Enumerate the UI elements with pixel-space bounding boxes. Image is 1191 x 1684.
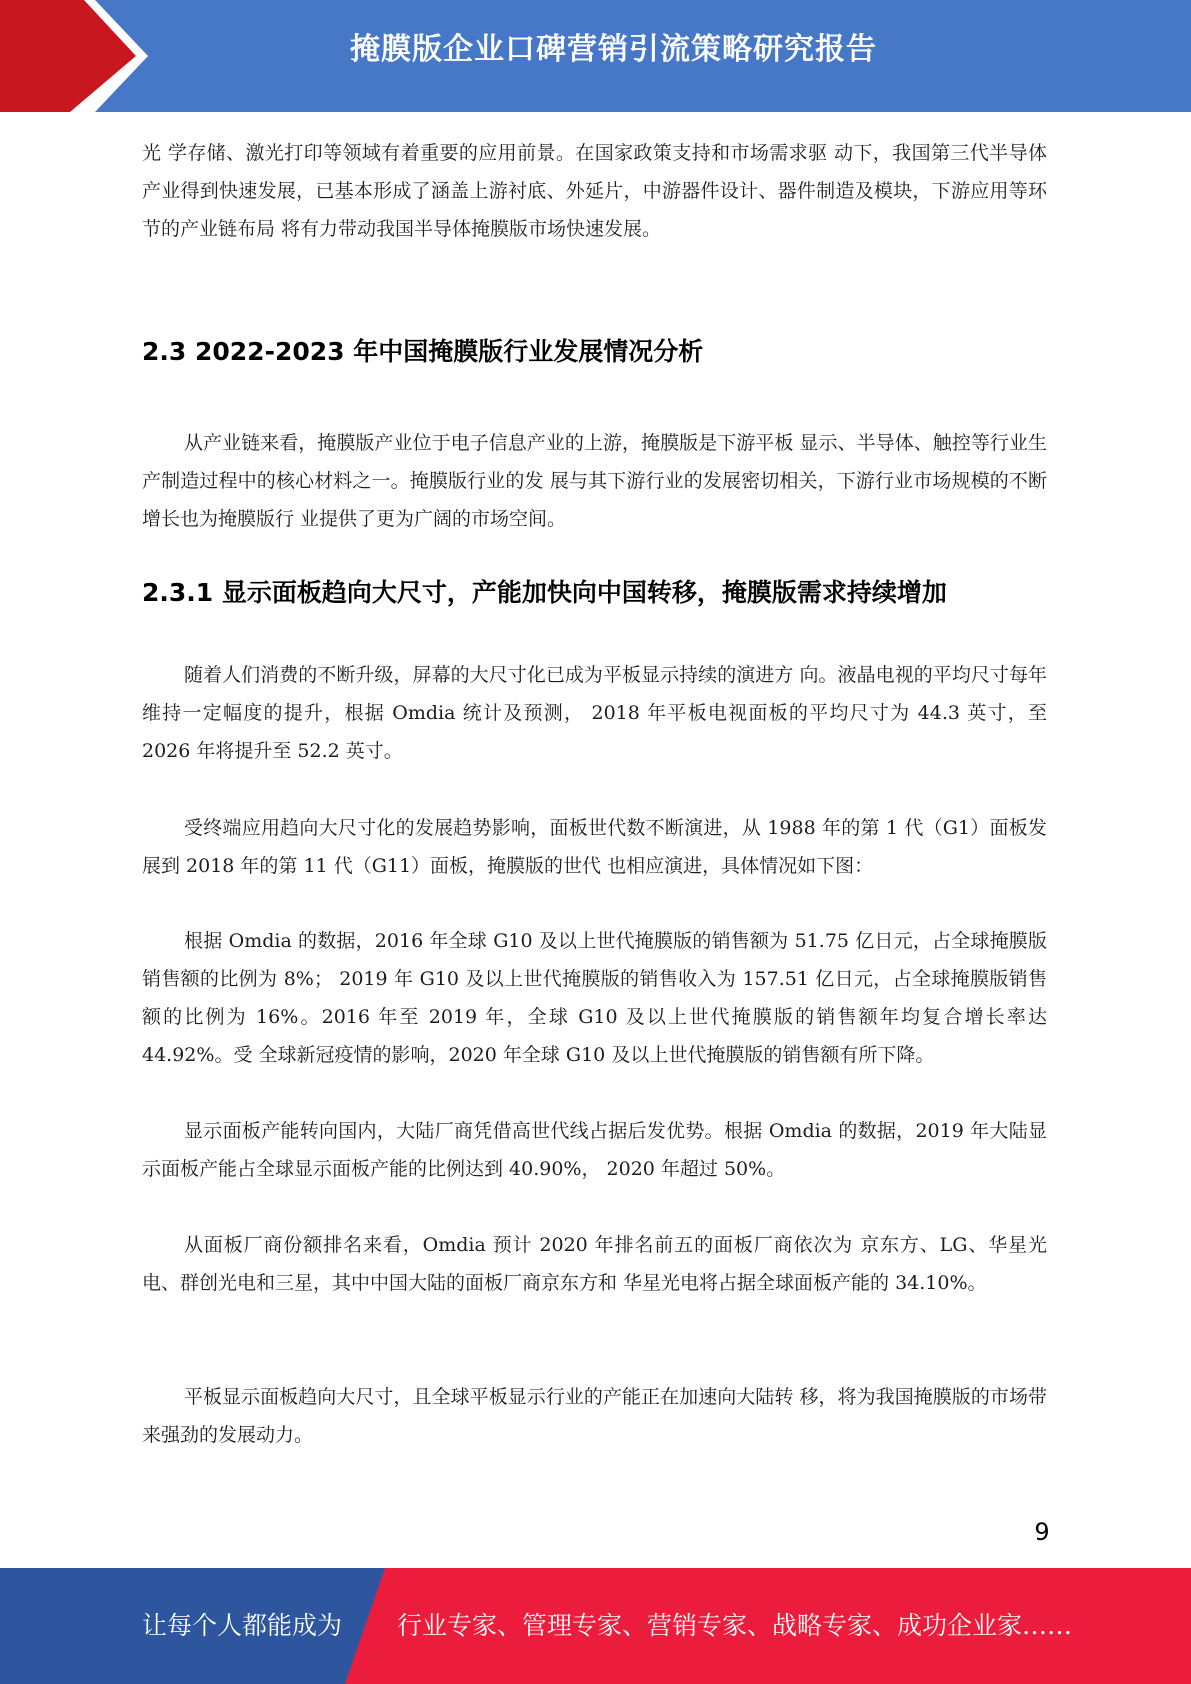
body-paragraph: 平板显示面板趋向大尺寸，且全球平板显示行业的产能正在加速向大陆转 移，将为我国掩膜版的市场带来强劲的发展动力。 xyxy=(142,1386,1047,1446)
body-paragraph: 根据 Omdia 的数据，2016 年全球 G10 及以上世代掩膜版的销售额为 51.75 亿日元，占全球掩膜版销售额的比例为 8%； 2019 年 G10 及以上世代掩膜版的销售收入为 157.51 亿日元，占全球掩膜版销售额的比例为 16%。2016 年至 2019 年，全球 G10 及以上世代掩膜版的销售额年均复合增长率达 44.92%。受 全球新冠疫情的影响，2020 年全球 G10 及以上世代掩膜版的销售额有所下降。 xyxy=(142,930,1047,1066)
section-2-3-1-p4-block xyxy=(142,1112,1047,1188)
page-footer xyxy=(0,1568,1191,1684)
body-paragraph: 从面板厂商份额排名来看，Omdia 预计 2020 年排名前五的面板厂商依次为 京东方、LG、华星光电、群创光电和三星，其中中国大陆的面板厂商京东方和 华星光电将占据全球面板产能的 34.10%。 xyxy=(142,1234,1047,1294)
section-2-3-block xyxy=(142,424,1047,538)
section-2-3-1-p5-block xyxy=(142,1226,1047,1302)
body-paragraph: 显示面板产能转向国内，大陆厂商凭借高世代线占据后发优势。根据 Omdia 的数据，2019 年大陆显示面板产能占全球显示面板产能的比例达到 40.90%， 2020 年超过 50%。 xyxy=(142,1120,1047,1180)
section-2-3-paragraph: 从产业链来看，掩膜版产业位于电子信息产业的上游，掩膜版是下游平板 显示、半导体、触控等行业生产制造过程中的核心材料之一。掩膜版行业的发 展与其下游行业的发展密切相关，下游行业市场规模的不断增长也为掩膜版行 业提供了更为广阔的市场空间。 xyxy=(142,432,1047,530)
page-number: 9 xyxy=(1034,1518,1050,1546)
body-paragraph: 受终端应用趋向大尺寸化的发展趋势影响，面板世代数不断演进，从 1988 年的第 1 代（G1）面板发展到 2018 年的第 11 代（G11）面板，掩膜版的世代 也相应演进，具体情况如下图： xyxy=(142,817,1047,877)
section-heading-2-3: 2.3 2022-2023 年中国掩膜版行业发展情况分析 xyxy=(142,337,704,366)
section-2-3-1-p6-block xyxy=(142,1378,1047,1454)
body-paragraph: 随着人们消费的不断升级，屏幕的大尺寸化已成为平板显示持续的演进方 向。液晶电视的平均尺寸每年维持一定幅度的提升，根据 Omdia 统计及预测， 2018 年平板电视面板的平均尺寸为 44.3 英寸，至 2026 年将提升至 52.2 英寸。 xyxy=(142,664,1047,762)
intro-block xyxy=(142,134,1047,248)
intro-paragraph: 光 学存储、激光打印等领域有着重要的应用前景。在国家政策支持和市场需求驱 动下，我国第三代半导体产业得到快速发展，已基本形成了涵盖上游衬底、外延片，中游器件设计、器件制造及模块，下游应用等环节的产业链布局 将有力带动我国半导体掩膜版市场快速发展。 xyxy=(142,142,1047,240)
section-2-3-1-p3-block xyxy=(142,922,1047,1074)
section-2-3-1-p2-block xyxy=(142,809,1047,885)
header-title: 掩膜版企业口碑营销引流策略研究报告 xyxy=(350,32,877,67)
section-heading-2-3-1: 2.3.1 显示面板趋向大尺寸，产能加快向中国转移，掩膜版需求持续增加 xyxy=(142,578,947,607)
footer-slogan-right: 行业专家、管理专家、营销专家、战略专家、成功企业家…… xyxy=(397,1611,1073,1640)
footer-slogan-left: 让每个人都能成为 xyxy=(142,1611,343,1640)
page-header xyxy=(0,0,1191,112)
section-2-3-1-p1-block xyxy=(142,656,1047,770)
